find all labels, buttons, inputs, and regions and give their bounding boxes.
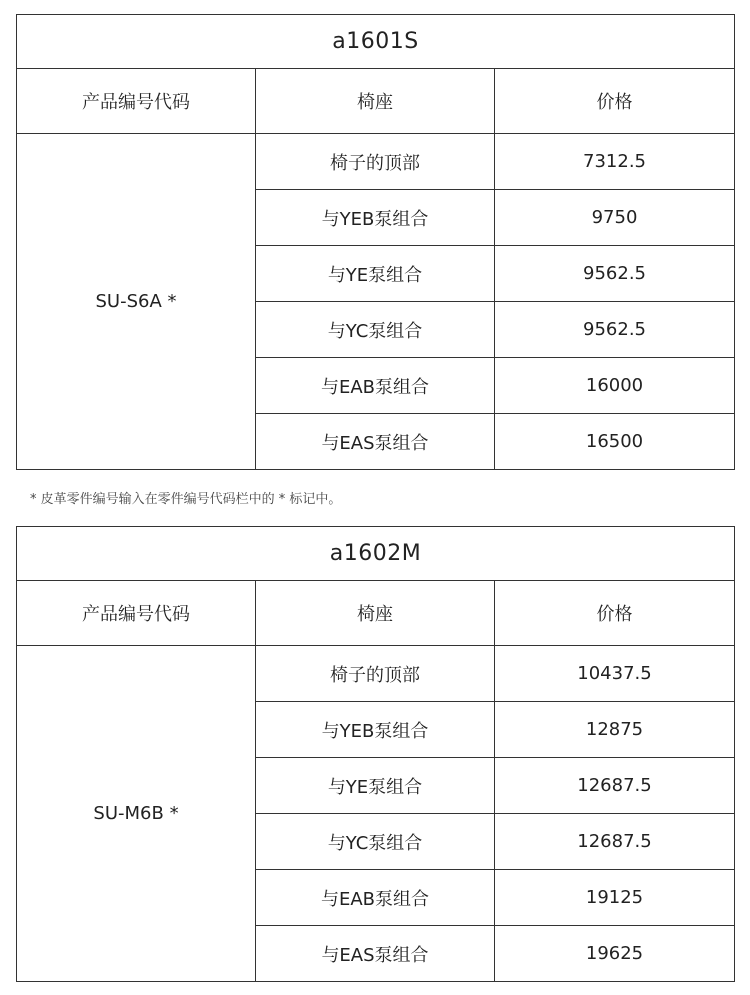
price-value: 16500: [495, 414, 735, 470]
price-value: 19125: [495, 870, 735, 926]
header-product-code: 产品编号代码: [17, 69, 256, 134]
seat-option: 椅子的顶部: [256, 646, 495, 702]
product-code: SU-S6A *: [17, 134, 256, 470]
table-row: [17, 646, 735, 702]
header-product-code: 产品编号代码: [17, 581, 256, 646]
price-value: 12875: [495, 702, 735, 758]
seat-option: 与EAS泵组合: [256, 926, 495, 982]
header-seat: 椅座: [256, 69, 495, 134]
seat-option: 与EAS泵组合: [256, 414, 495, 470]
table-title: a1602M: [17, 527, 735, 581]
price-table-a1601s: [16, 14, 735, 470]
table-row: [17, 134, 735, 190]
footnote: * 皮革零件编号输入在零件编号代码栏中的 * 标记中。: [30, 492, 342, 507]
seat-option: 与EAB泵组合: [256, 870, 495, 926]
price-value: 9562.5: [495, 302, 735, 358]
price-value: 9750: [495, 190, 735, 246]
price-value: 16000: [495, 358, 735, 414]
seat-option: 与YC泵组合: [256, 302, 495, 358]
header-price: 价格: [495, 581, 735, 646]
price-value: 10437.5: [495, 646, 735, 702]
price-value: 7312.5: [495, 134, 735, 190]
header-price: 价格: [495, 69, 735, 134]
seat-option: 与EAB泵组合: [256, 358, 495, 414]
product-code: SU-M6B *: [17, 646, 256, 982]
price-value: 19625: [495, 926, 735, 982]
header-seat: 椅座: [256, 581, 495, 646]
seat-option: 与YE泵组合: [256, 246, 495, 302]
table-title: a1601S: [17, 15, 735, 69]
seat-option: 与YEB泵组合: [256, 702, 495, 758]
price-value: 12687.5: [495, 814, 735, 870]
seat-option: 椅子的顶部: [256, 134, 495, 190]
seat-option: 与YC泵组合: [256, 814, 495, 870]
price-value: 9562.5: [495, 246, 735, 302]
seat-option: 与YE泵组合: [256, 758, 495, 814]
price-value: 12687.5: [495, 758, 735, 814]
seat-option: 与YEB泵组合: [256, 190, 495, 246]
price-table-a1602m: [16, 526, 735, 982]
